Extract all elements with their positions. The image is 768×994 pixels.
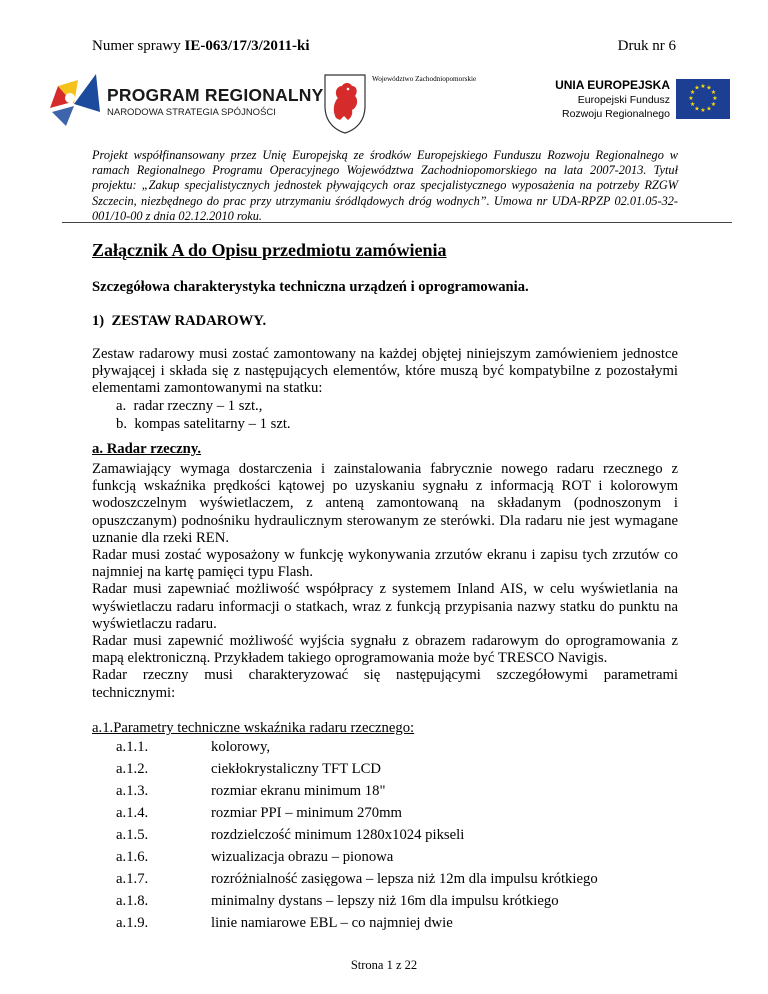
voivodeship-logo bbox=[322, 72, 512, 134]
page-number: Strona 1 z 22 bbox=[350, 958, 418, 972]
radar-paragraph: Radar musi zostać wyposażony w funkcję wykonywania zrzutów ekranu i zapisu tych zrzutów co najmniej na kartę pamięci typu Flash. bbox=[92, 547, 678, 581]
svg-text:★: ★ bbox=[706, 84, 712, 92]
print-number: Druk nr 6 bbox=[617, 38, 676, 54]
svg-text:★: ★ bbox=[710, 89, 717, 96]
svg-text:★: ★ bbox=[700, 107, 706, 114]
eu-logo bbox=[540, 78, 730, 128]
spec-heading: a.1.Parametry techniczne wskaźnika radaru rzecznego: bbox=[92, 720, 415, 736]
radar-paragraph: Zamawiający wymaga dostarczenia i zainstalowania fabrycznie nowego radaru rzecznego z funkcją wskaźnika prędkości kątowej po uzyskaniu sygnału z informacją ROT i kolorowym wodoszczelnym wyświetlaczem, z anteną zamontowaną na składanym (podnoszonym i opuszczanym) podnośniku hydraulicznym sterowanym ze sterówki. Dla radaru nie jest wymagane uznanie dla rzeki REN. bbox=[92, 461, 678, 546]
program-star-icon bbox=[44, 68, 106, 128]
svg-text:★: ★ bbox=[700, 83, 706, 90]
radar-paragraph: Radar musi zapewnić możliwość wyjścia sygnału z obrazem radarowym do oprogramowania z mapą elektroniczną. Przykładem takiego oprogramowania może być TRESCO Navigis. bbox=[92, 633, 678, 667]
svg-text:★: ★ bbox=[688, 95, 694, 102]
griffin-coat-of-arms-icon bbox=[322, 72, 368, 134]
eu-title: UNIA EUROPEJSKA bbox=[555, 78, 670, 92]
document-subtitle: Szczegółowa charakterystyka techniczna urządzeń i oprogramowania. bbox=[92, 279, 529, 295]
svg-text:★: ★ bbox=[710, 101, 717, 108]
svg-text:★: ★ bbox=[694, 84, 700, 92]
header-divider bbox=[62, 222, 732, 223]
eu-fund-line1: Europejski Fundusz bbox=[577, 94, 670, 106]
svg-text:★: ★ bbox=[689, 101, 696, 108]
eu-flag-icon bbox=[676, 79, 730, 119]
radar-paragraph: Radar rzeczny musi charakteryzować się następującymi szczegółowymi parametrami technicznymi: bbox=[92, 667, 678, 701]
section-heading: 1) ZESTAW RADAROWY. bbox=[92, 313, 267, 329]
voivodeship-name: Województwo Zachodniopomorskie bbox=[372, 75, 477, 83]
radar-description bbox=[92, 461, 678, 702]
svg-text:★: ★ bbox=[694, 105, 700, 113]
program-title: PROGRAM REGIONALNY bbox=[107, 85, 324, 105]
document-title: Załącznik A do Opisu przedmiotu zamówienia bbox=[92, 240, 447, 260]
subsection-heading: a. Radar rzeczny. bbox=[92, 441, 202, 457]
eu-fund-line2: Rozwoju Regionalnego bbox=[562, 108, 670, 120]
list-item: b. kompas satelitarny – 1 szt. bbox=[116, 416, 291, 432]
list-item: a. radar rzeczny – 1 szt., bbox=[116, 398, 263, 414]
program-subtitle: NARODOWA STRATEGIA SPÓJNOŚCI bbox=[107, 107, 276, 118]
radar-paragraph: Radar musi zapewniać możliwość współpracy z systemem Inland AIS, w celu wyświetlania na wyświetlaczu radaru informacji o statkach, wraz z funkcją przypisania nazwy statku do punktu na wyświetlaczu radaru. bbox=[92, 581, 678, 632]
svg-text:★: ★ bbox=[689, 89, 696, 96]
case-number: Numer sprawy IE-063/17/3/2011-ki bbox=[92, 38, 310, 54]
program-regionalny-logo bbox=[44, 68, 324, 128]
svg-text:★: ★ bbox=[712, 95, 718, 102]
project-cofinancing-note: Projekt współfinansowany przez Unię Europejską ze środków Europejskiego Funduszu Rozwoju Regionalnego w ramach Regionalnego Programu Operacyjnego Województwa Zachodniopomorskiego na lata 2007-2013. Tytuł projektu: „Zakup specjalistycznych jednostek pływających oraz specjalistycznego wyposażenia na potrzeby RZGW Szczecin, niezbędnego do prac przy utrzymaniu śródlądowych dróg wodnych”. Umowa nr UDA-RPZP 02.01.05-32-001/10-00 z dnia 02.12.2010 roku. bbox=[92, 148, 678, 223]
section-intro: Zestaw radarowy musi zostać zamontowany na każdej objętej niniejszym zamówieniem jednostce pływającej i składa się z następujących elementów, które muszą być kompatybilne z pozostałymi elementami zamontowanymi na statku: bbox=[92, 346, 678, 397]
svg-text:★: ★ bbox=[706, 105, 712, 113]
